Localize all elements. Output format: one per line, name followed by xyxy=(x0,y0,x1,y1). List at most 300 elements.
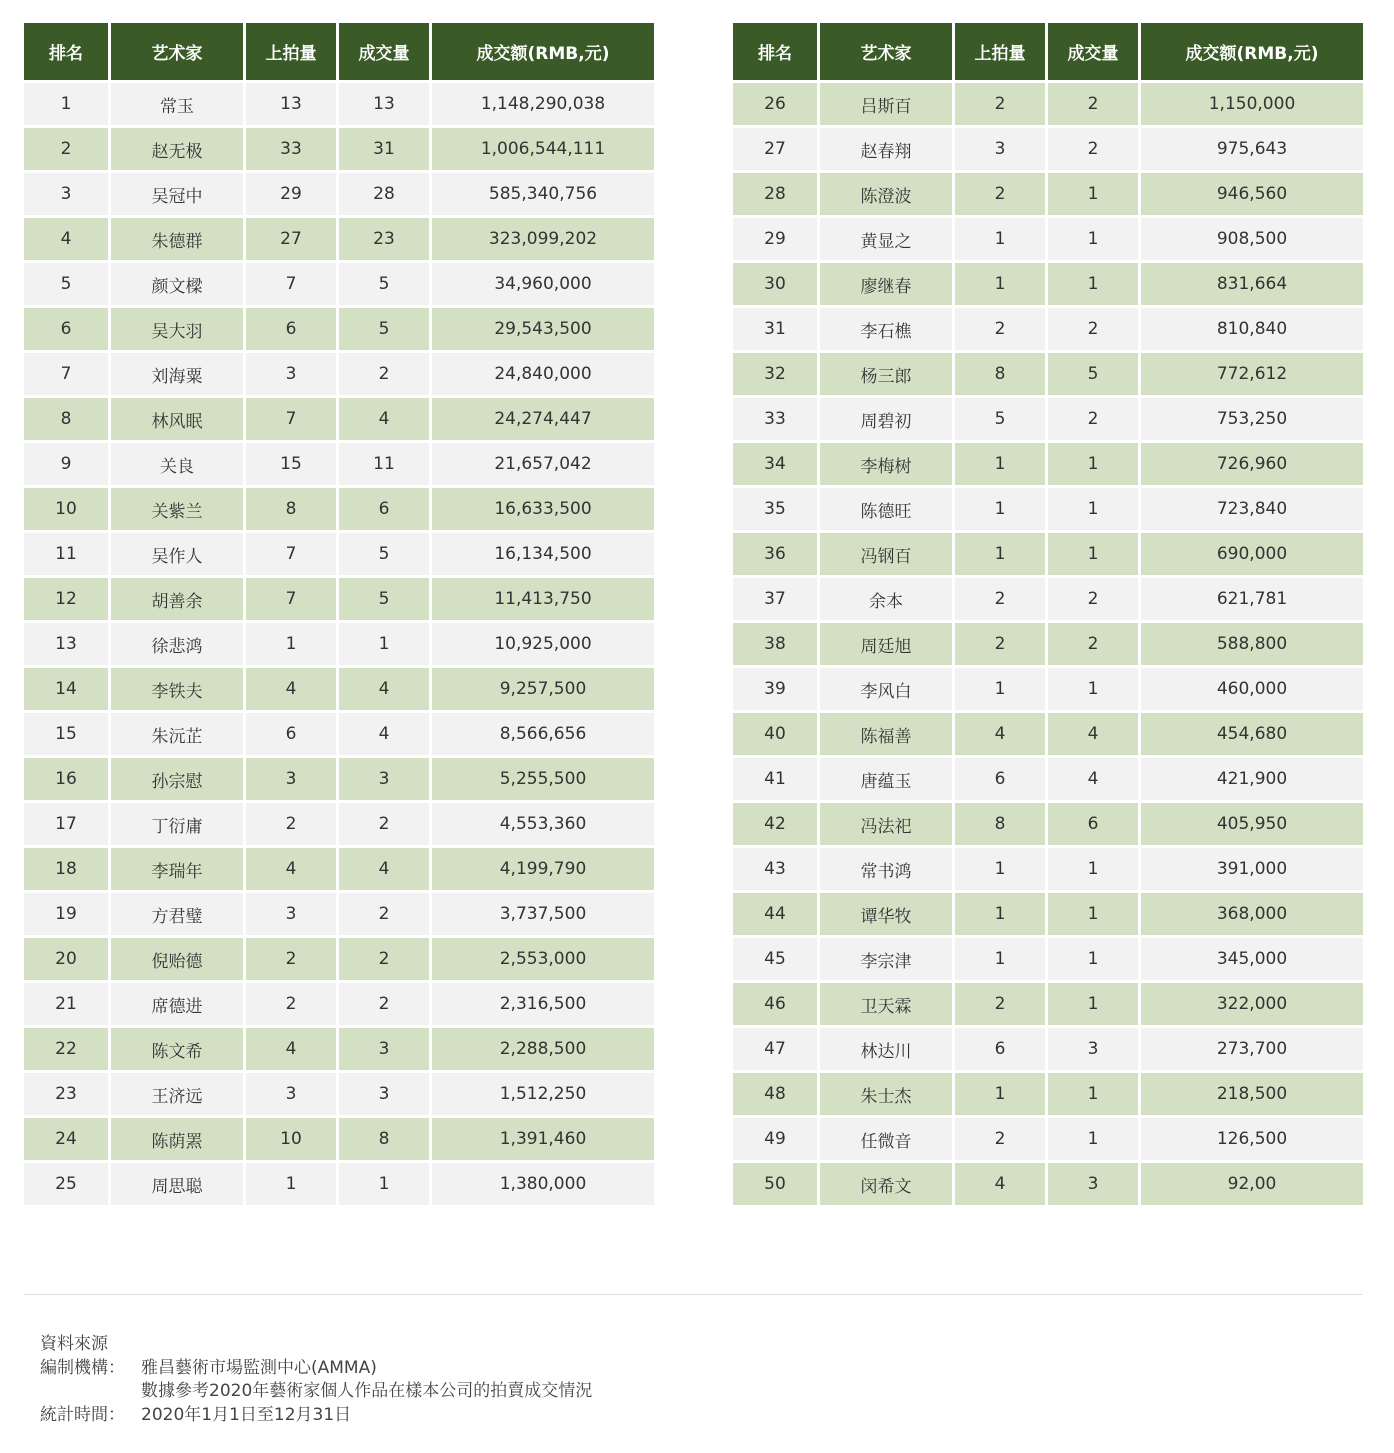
table-row xyxy=(24,848,654,890)
cell-artist: 冯法祀 xyxy=(820,803,952,845)
cell-amount: 1,148,290,038 xyxy=(432,83,654,125)
cell-amount: 690,000 xyxy=(1141,533,1363,575)
cell-amount: 460,000 xyxy=(1141,668,1363,710)
cell-sold: 3 xyxy=(339,1028,429,1070)
cell-listed: 5 xyxy=(955,398,1045,440)
cell-rank: 30 xyxy=(733,263,817,305)
cell-artist: 李宗津 xyxy=(820,938,952,980)
cell-amount: 946,560 xyxy=(1141,173,1363,215)
cell-artist: 吴作人 xyxy=(111,533,243,575)
cell-amount: 24,274,447 xyxy=(432,398,654,440)
cell-listed: 2 xyxy=(955,1118,1045,1160)
cell-artist: 陈文希 xyxy=(111,1028,243,1070)
cell-artist: 唐蕴玉 xyxy=(820,758,952,800)
cell-amount: 723,840 xyxy=(1141,488,1363,530)
header-artist: 艺术家 xyxy=(111,23,243,80)
cell-rank: 11 xyxy=(24,533,108,575)
table-row xyxy=(24,1118,654,1160)
cell-listed: 2 xyxy=(955,983,1045,1025)
cell-sold: 4 xyxy=(339,713,429,755)
cell-rank: 15 xyxy=(24,713,108,755)
cell-amount: 9,257,500 xyxy=(432,668,654,710)
table-row xyxy=(733,398,1363,440)
cell-amount: 391,000 xyxy=(1141,848,1363,890)
cell-listed: 4 xyxy=(955,713,1045,755)
cell-listed: 27 xyxy=(246,218,336,260)
table-row xyxy=(24,533,654,575)
header-row xyxy=(733,23,1363,80)
cell-artist: 谭华牧 xyxy=(820,893,952,935)
cell-artist: 吴冠中 xyxy=(111,173,243,215)
cell-rank: 45 xyxy=(733,938,817,980)
table-row xyxy=(733,443,1363,485)
cell-rank: 36 xyxy=(733,533,817,575)
cell-rank: 50 xyxy=(733,1163,817,1205)
ranking-table-left xyxy=(21,20,657,1208)
cell-artist: 陈澄波 xyxy=(820,173,952,215)
cell-sold: 1 xyxy=(1048,488,1138,530)
cell-amount: 273,700 xyxy=(1141,1028,1363,1070)
cell-rank: 40 xyxy=(733,713,817,755)
table-row xyxy=(733,893,1363,935)
cell-rank: 16 xyxy=(24,758,108,800)
cell-rank: 13 xyxy=(24,623,108,665)
cell-sold: 1 xyxy=(1048,173,1138,215)
header-rank: 排名 xyxy=(24,23,108,80)
ranking-table-right xyxy=(730,20,1366,1208)
cell-amount: 3,737,500 xyxy=(432,893,654,935)
cell-artist: 丁衍庸 xyxy=(111,803,243,845)
cell-artist: 孙宗慰 xyxy=(111,758,243,800)
cell-sold: 2 xyxy=(339,983,429,1025)
cell-artist: 李铁夫 xyxy=(111,668,243,710)
cell-sold: 6 xyxy=(1048,803,1138,845)
cell-amount: 2,316,500 xyxy=(432,983,654,1025)
cell-rank: 14 xyxy=(24,668,108,710)
cell-rank: 31 xyxy=(733,308,817,350)
cell-sold: 1 xyxy=(339,623,429,665)
cell-rank: 35 xyxy=(733,488,817,530)
period-value: 2020年1月1日至12月31日 xyxy=(141,1404,352,1425)
cell-listed: 15 xyxy=(246,443,336,485)
cell-artist: 常玉 xyxy=(111,83,243,125)
cell-listed: 1 xyxy=(955,488,1045,530)
table-row xyxy=(733,173,1363,215)
table-row xyxy=(24,938,654,980)
cell-sold: 1 xyxy=(1048,1073,1138,1115)
cell-artist: 刘海粟 xyxy=(111,353,243,395)
table-row xyxy=(733,533,1363,575)
cell-artist: 胡善余 xyxy=(111,578,243,620)
table-row xyxy=(733,1073,1363,1115)
cell-sold: 13 xyxy=(339,83,429,125)
cell-rank: 24 xyxy=(24,1118,108,1160)
cell-artist: 冯钢百 xyxy=(820,533,952,575)
cell-sold: 5 xyxy=(339,578,429,620)
cell-listed: 2 xyxy=(955,623,1045,665)
cell-sold: 1 xyxy=(1048,1118,1138,1160)
cell-artist: 王济远 xyxy=(111,1073,243,1115)
cell-listed: 1 xyxy=(955,893,1045,935)
cell-amount: 454,680 xyxy=(1141,713,1363,755)
cell-artist: 林风眠 xyxy=(111,398,243,440)
cell-listed: 3 xyxy=(246,1073,336,1115)
cell-artist: 方君璧 xyxy=(111,893,243,935)
cell-listed: 33 xyxy=(246,128,336,170)
cell-listed: 1 xyxy=(246,1163,336,1205)
cell-amount: 975,643 xyxy=(1141,128,1363,170)
cell-sold: 28 xyxy=(339,173,429,215)
cell-listed: 3 xyxy=(246,758,336,800)
cell-rank: 37 xyxy=(733,578,817,620)
cell-amount: 34,960,000 xyxy=(432,263,654,305)
table-row xyxy=(733,128,1363,170)
table-row xyxy=(24,128,654,170)
cell-sold: 5 xyxy=(1048,353,1138,395)
cell-sold: 2 xyxy=(339,353,429,395)
period-separator: ： xyxy=(108,1404,125,1425)
cell-rank: 25 xyxy=(24,1163,108,1205)
cell-sold: 4 xyxy=(1048,713,1138,755)
table-row xyxy=(733,803,1363,845)
cell-sold: 3 xyxy=(339,758,429,800)
cell-listed: 8 xyxy=(246,488,336,530)
cell-sold: 4 xyxy=(339,398,429,440)
table-row xyxy=(733,623,1363,665)
cell-sold: 4 xyxy=(339,848,429,890)
table-row xyxy=(733,1028,1363,1070)
cell-listed: 1 xyxy=(955,263,1045,305)
cell-sold: 5 xyxy=(339,308,429,350)
compiler-separator: ： xyxy=(108,1357,125,1378)
cell-listed: 29 xyxy=(246,173,336,215)
cell-rank: 46 xyxy=(733,983,817,1025)
compiler-row xyxy=(40,1357,592,1381)
cell-amount: 621,781 xyxy=(1141,578,1363,620)
table-row xyxy=(24,83,654,125)
cell-sold: 2 xyxy=(1048,398,1138,440)
cell-rank: 23 xyxy=(24,1073,108,1115)
cell-rank: 21 xyxy=(24,983,108,1025)
cell-amount: 345,000 xyxy=(1141,938,1363,980)
cell-sold: 3 xyxy=(339,1073,429,1115)
cell-listed: 13 xyxy=(246,83,336,125)
cell-rank: 19 xyxy=(24,893,108,935)
cell-artist: 吴大羽 xyxy=(111,308,243,350)
cell-sold: 31 xyxy=(339,128,429,170)
cell-listed: 6 xyxy=(246,713,336,755)
cell-listed: 4 xyxy=(955,1163,1045,1205)
cell-artist: 杨三郎 xyxy=(820,353,952,395)
table-row xyxy=(733,668,1363,710)
cell-listed: 3 xyxy=(246,893,336,935)
cell-sold: 5 xyxy=(339,533,429,575)
header-listed: 上拍量 xyxy=(246,23,336,80)
cell-listed: 6 xyxy=(955,1028,1045,1070)
header-artist: 艺术家 xyxy=(820,23,952,80)
table-row xyxy=(24,803,654,845)
cell-rank: 18 xyxy=(24,848,108,890)
period-row xyxy=(40,1404,592,1428)
cell-amount: 2,553,000 xyxy=(432,938,654,980)
cell-amount: 92,00 xyxy=(1141,1163,1363,1205)
cell-rank: 22 xyxy=(24,1028,108,1070)
header-listed: 上拍量 xyxy=(955,23,1045,80)
cell-sold: 3 xyxy=(1048,1028,1138,1070)
cell-sold: 1 xyxy=(1048,668,1138,710)
table-row xyxy=(24,713,654,755)
cell-sold: 2 xyxy=(1048,623,1138,665)
cell-rank: 8 xyxy=(24,398,108,440)
cell-sold: 1 xyxy=(1048,263,1138,305)
cell-amount: 908,500 xyxy=(1141,218,1363,260)
table-row xyxy=(733,263,1363,305)
cell-rank: 41 xyxy=(733,758,817,800)
cell-amount: 772,612 xyxy=(1141,353,1363,395)
cell-amount: 21,657,042 xyxy=(432,443,654,485)
cell-listed: 2 xyxy=(246,803,336,845)
cell-rank: 43 xyxy=(733,848,817,890)
table-row xyxy=(733,308,1363,350)
cell-artist: 颜文樑 xyxy=(111,263,243,305)
cell-listed: 8 xyxy=(955,803,1045,845)
cell-artist: 陈福善 xyxy=(820,713,952,755)
cell-listed: 7 xyxy=(246,533,336,575)
cell-listed: 1 xyxy=(955,938,1045,980)
cell-listed: 2 xyxy=(246,938,336,980)
cell-amount: 4,553,360 xyxy=(432,803,654,845)
cell-amount: 16,134,500 xyxy=(432,533,654,575)
cell-rank: 47 xyxy=(733,1028,817,1070)
cell-amount: 323,099,202 xyxy=(432,218,654,260)
cell-artist: 任微音 xyxy=(820,1118,952,1160)
cell-amount: 1,006,544,111 xyxy=(432,128,654,170)
cell-artist: 陈荫罴 xyxy=(111,1118,243,1160)
cell-listed: 4 xyxy=(246,668,336,710)
cell-listed: 2 xyxy=(955,308,1045,350)
cell-amount: 16,633,500 xyxy=(432,488,654,530)
cell-artist: 李石樵 xyxy=(820,308,952,350)
footer-divider xyxy=(24,1294,1362,1295)
cell-rank: 28 xyxy=(733,173,817,215)
cell-amount: 368,000 xyxy=(1141,893,1363,935)
table-row xyxy=(24,353,654,395)
cell-rank: 49 xyxy=(733,1118,817,1160)
cell-rank: 42 xyxy=(733,803,817,845)
cell-sold: 3 xyxy=(1048,1163,1138,1205)
compiler-value: 雅昌藝術市場監測中心(AMMA) xyxy=(141,1357,377,1378)
cell-amount: 831,664 xyxy=(1141,263,1363,305)
table-row xyxy=(24,308,654,350)
cell-rank: 17 xyxy=(24,803,108,845)
cell-artist: 席德进 xyxy=(111,983,243,1025)
cell-sold: 2 xyxy=(339,893,429,935)
cell-listed: 1 xyxy=(955,668,1045,710)
table-row xyxy=(24,218,654,260)
cell-rank: 1 xyxy=(24,83,108,125)
table-row xyxy=(24,173,654,215)
cell-artist: 卫天霖 xyxy=(820,983,952,1025)
cell-listed: 2 xyxy=(955,83,1045,125)
cell-sold: 4 xyxy=(1048,758,1138,800)
table-row xyxy=(24,488,654,530)
table-row xyxy=(733,713,1363,755)
table-row xyxy=(24,443,654,485)
cell-rank: 34 xyxy=(733,443,817,485)
header-sold: 成交量 xyxy=(339,23,429,80)
cell-amount: 8,566,656 xyxy=(432,713,654,755)
source-notes xyxy=(40,1333,592,1427)
table-row xyxy=(24,1073,654,1115)
cell-amount: 4,199,790 xyxy=(432,848,654,890)
cell-listed: 1 xyxy=(955,533,1045,575)
cell-sold: 6 xyxy=(339,488,429,530)
table-row xyxy=(733,758,1363,800)
cell-artist: 关紫兰 xyxy=(111,488,243,530)
cell-sold: 23 xyxy=(339,218,429,260)
cell-sold: 2 xyxy=(1048,83,1138,125)
cell-listed: 1 xyxy=(955,848,1045,890)
cell-amount: 585,340,756 xyxy=(432,173,654,215)
compiler-note-row xyxy=(40,1380,592,1404)
cell-artist: 余本 xyxy=(820,578,952,620)
cell-sold: 1 xyxy=(1048,938,1138,980)
cell-artist: 倪贻德 xyxy=(111,938,243,980)
cell-sold: 5 xyxy=(339,263,429,305)
cell-rank: 32 xyxy=(733,353,817,395)
cell-sold: 1 xyxy=(1048,443,1138,485)
table-row xyxy=(24,263,654,305)
cell-amount: 5,255,500 xyxy=(432,758,654,800)
cell-sold: 1 xyxy=(1048,893,1138,935)
table-row xyxy=(733,1118,1363,1160)
table-row xyxy=(24,893,654,935)
cell-artist: 徐悲鸿 xyxy=(111,623,243,665)
cell-listed: 3 xyxy=(246,353,336,395)
cell-listed: 7 xyxy=(246,578,336,620)
cell-listed: 4 xyxy=(246,848,336,890)
table-row xyxy=(733,353,1363,395)
cell-amount: 11,413,750 xyxy=(432,578,654,620)
cell-artist: 常书鸿 xyxy=(820,848,952,890)
cell-artist: 周廷旭 xyxy=(820,623,952,665)
header-amount: 成交额(RMB,元) xyxy=(1141,23,1363,80)
cell-rank: 26 xyxy=(733,83,817,125)
cell-rank: 29 xyxy=(733,218,817,260)
cell-artist: 周碧初 xyxy=(820,398,952,440)
cell-artist: 吕斯百 xyxy=(820,83,952,125)
source-label-row xyxy=(40,1333,592,1357)
table-row xyxy=(24,1163,654,1205)
cell-sold: 1 xyxy=(1048,983,1138,1025)
source-label: 資料來源 xyxy=(40,1334,108,1354)
cell-amount: 1,512,250 xyxy=(432,1073,654,1115)
table-row xyxy=(733,983,1363,1025)
cell-rank: 10 xyxy=(24,488,108,530)
cell-amount: 1,380,000 xyxy=(432,1163,654,1205)
cell-amount: 218,500 xyxy=(1141,1073,1363,1115)
cell-artist: 朱沅芷 xyxy=(111,713,243,755)
cell-amount: 1,391,460 xyxy=(432,1118,654,1160)
cell-listed: 6 xyxy=(246,308,336,350)
cell-listed: 10 xyxy=(246,1118,336,1160)
cell-amount: 29,543,500 xyxy=(432,308,654,350)
cell-sold: 8 xyxy=(339,1118,429,1160)
cell-artist: 周思聪 xyxy=(111,1163,243,1205)
cell-listed: 2 xyxy=(955,578,1045,620)
cell-listed: 1 xyxy=(955,218,1045,260)
cell-rank: 33 xyxy=(733,398,817,440)
header-sold: 成交量 xyxy=(1048,23,1138,80)
cell-sold: 1 xyxy=(1048,848,1138,890)
cell-rank: 2 xyxy=(24,128,108,170)
cell-artist: 赵春翔 xyxy=(820,128,952,170)
cell-sold: 2 xyxy=(339,938,429,980)
cell-sold: 1 xyxy=(1048,533,1138,575)
cell-amount: 726,960 xyxy=(1141,443,1363,485)
cell-artist: 朱德群 xyxy=(111,218,243,260)
cell-sold: 2 xyxy=(1048,578,1138,620)
cell-rank: 48 xyxy=(733,1073,817,1115)
cell-listed: 1 xyxy=(246,623,336,665)
cell-rank: 4 xyxy=(24,218,108,260)
cell-rank: 5 xyxy=(24,263,108,305)
header-amount: 成交额(RMB,元) xyxy=(432,23,654,80)
cell-listed: 6 xyxy=(955,758,1045,800)
cell-sold: 2 xyxy=(1048,128,1138,170)
cell-amount: 126,500 xyxy=(1141,1118,1363,1160)
cell-artist: 李瑞年 xyxy=(111,848,243,890)
cell-rank: 3 xyxy=(24,173,108,215)
compiler-note: 數據參考2020年藝術家個人作品在樣本公司的拍賣成交情況 xyxy=(141,1381,593,1401)
cell-artist: 黄显之 xyxy=(820,218,952,260)
cell-sold: 11 xyxy=(339,443,429,485)
cell-amount: 405,950 xyxy=(1141,803,1363,845)
cell-artist: 李梅树 xyxy=(820,443,952,485)
table-row xyxy=(733,1163,1363,1205)
cell-amount: 24,840,000 xyxy=(432,353,654,395)
cell-artist: 朱士杰 xyxy=(820,1073,952,1115)
cell-amount: 1,150,000 xyxy=(1141,83,1363,125)
table-row xyxy=(24,1028,654,1070)
cell-rank: 38 xyxy=(733,623,817,665)
compiler-label: 編制機構 xyxy=(40,1357,108,1378)
cell-rank: 20 xyxy=(24,938,108,980)
cell-rank: 44 xyxy=(733,893,817,935)
cell-rank: 9 xyxy=(24,443,108,485)
cell-rank: 12 xyxy=(24,578,108,620)
cell-artist: 陈德旺 xyxy=(820,488,952,530)
cell-listed: 1 xyxy=(955,443,1045,485)
table-row xyxy=(24,668,654,710)
cell-rank: 6 xyxy=(24,308,108,350)
table-row xyxy=(733,488,1363,530)
table-row xyxy=(24,398,654,440)
period-label: 統計時間 xyxy=(40,1404,108,1425)
table-row xyxy=(733,83,1363,125)
cell-listed: 7 xyxy=(246,398,336,440)
cell-amount: 322,000 xyxy=(1141,983,1363,1025)
cell-listed: 4 xyxy=(246,1028,336,1070)
table-row xyxy=(24,758,654,800)
cell-amount: 588,800 xyxy=(1141,623,1363,665)
cell-amount: 753,250 xyxy=(1141,398,1363,440)
cell-listed: 2 xyxy=(955,173,1045,215)
cell-listed: 3 xyxy=(955,128,1045,170)
cell-listed: 7 xyxy=(246,263,336,305)
cell-artist: 李风白 xyxy=(820,668,952,710)
cell-listed: 2 xyxy=(246,983,336,1025)
